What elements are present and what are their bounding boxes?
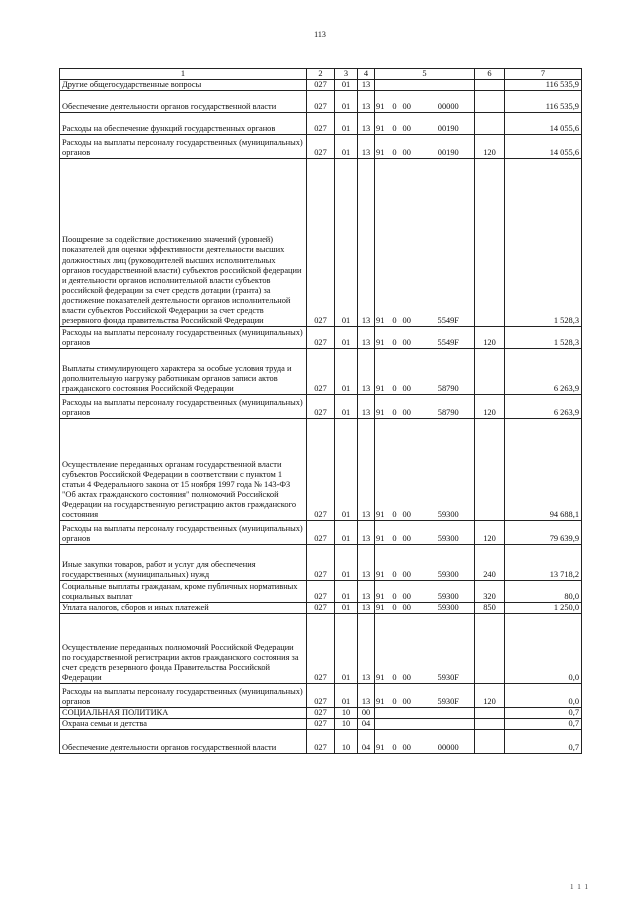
table-body	[60, 80, 582, 754]
row-program-code: 91	[375, 327, 389, 349]
row-admin-code: 027	[307, 80, 335, 91]
row-amount: 14 055,6	[505, 135, 582, 159]
header-col-3: 3	[335, 69, 358, 80]
row-admin-code: 027	[307, 545, 335, 581]
row-direction-code: 58790	[423, 395, 475, 419]
row-admin-code: 027	[307, 684, 335, 708]
row-admin-code: 027	[307, 419, 335, 521]
row-section-code: 01	[335, 603, 358, 614]
row-program-code	[375, 708, 389, 719]
row-activity-code: 00	[401, 545, 423, 581]
row-subsection-code: 13	[358, 349, 375, 395]
row-program-code: 91	[375, 614, 389, 684]
row-amount: 14 055,6	[505, 113, 582, 135]
row-name: Расходы на выплаты персоналу государственных (муниципальных) органов	[60, 327, 307, 349]
row-name: Уплата налогов, сборов и иных платежей	[60, 603, 307, 614]
row-section-code: 01	[335, 327, 358, 349]
row-activity-code: 00	[401, 684, 423, 708]
table-row	[60, 603, 582, 614]
header-col-4: 4	[358, 69, 375, 80]
row-direction-code: 5549F	[423, 159, 475, 327]
row-admin-code: 027	[307, 521, 335, 545]
row-name: Расходы на обеспечение функций государственных органов	[60, 113, 307, 135]
row-section-code: 01	[335, 545, 358, 581]
row-amount: 80,0	[505, 581, 582, 603]
row-program-code: 91	[375, 521, 389, 545]
row-amount: 116 535,9	[505, 80, 582, 91]
budget-table-container	[59, 68, 581, 754]
row-program-code: 91	[375, 419, 389, 521]
row-amount: 0,7	[505, 730, 582, 754]
row-subsection-code: 13	[358, 614, 375, 684]
row-activity-code: 00	[401, 349, 423, 395]
row-name: Расходы на выплаты персоналу государственных (муниципальных) органов	[60, 135, 307, 159]
row-subprogram-code: 0	[389, 113, 401, 135]
header-col-6: 6	[475, 69, 505, 80]
row-direction-code	[423, 80, 475, 91]
row-amount: 6 263,9	[505, 349, 582, 395]
row-amount: 6 263,9	[505, 395, 582, 419]
row-expense-type: 120	[475, 684, 505, 708]
row-subprogram-code	[389, 708, 401, 719]
row-subsection-code: 13	[358, 684, 375, 708]
row-activity-code: 00	[401, 581, 423, 603]
row-admin-code: 027	[307, 614, 335, 684]
row-expense-type	[475, 349, 505, 395]
row-activity-code: 00	[401, 614, 423, 684]
table-row	[60, 113, 582, 135]
row-activity-code: 00	[401, 327, 423, 349]
row-subsection-code: 13	[358, 603, 375, 614]
row-program-code	[375, 719, 389, 730]
row-program-code: 91	[375, 135, 389, 159]
row-expense-type: 850	[475, 603, 505, 614]
header-row	[60, 69, 582, 80]
row-activity-code: 00	[401, 113, 423, 135]
row-expense-type	[475, 113, 505, 135]
row-program-code: 91	[375, 545, 389, 581]
row-name: Социальные выплаты гражданам, кроме публичных нормативных социальных выплат	[60, 581, 307, 603]
table-row	[60, 684, 582, 708]
row-name: Обеспечение деятельности органов государственной власти	[60, 730, 307, 754]
row-activity-code: 00	[401, 730, 423, 754]
row-admin-code: 027	[307, 91, 335, 113]
row-section-code: 01	[335, 521, 358, 545]
row-section-code: 01	[335, 113, 358, 135]
header-col-5: 5	[375, 69, 475, 80]
row-subprogram-code: 0	[389, 135, 401, 159]
row-subsection-code: 13	[358, 545, 375, 581]
row-subprogram-code	[389, 719, 401, 730]
table-row	[60, 521, 582, 545]
row-name: Охрана семьи и детства	[60, 719, 307, 730]
row-direction-code: 58790	[423, 349, 475, 395]
row-subprogram-code: 0	[389, 159, 401, 327]
row-direction-code: 00000	[423, 730, 475, 754]
table-row	[60, 395, 582, 419]
row-activity-code: 00	[401, 159, 423, 327]
row-amount: 116 535,9	[505, 91, 582, 113]
row-subsection-code: 13	[358, 521, 375, 545]
header-col-7: 7	[505, 69, 582, 80]
row-program-code: 91	[375, 730, 389, 754]
row-subprogram-code: 0	[389, 545, 401, 581]
row-subsection-code: 13	[358, 581, 375, 603]
row-amount: 0,0	[505, 614, 582, 684]
row-expense-type	[475, 159, 505, 327]
table-row	[60, 349, 582, 395]
row-program-code: 91	[375, 603, 389, 614]
row-direction-code: 00190	[423, 135, 475, 159]
budget-table	[59, 68, 582, 754]
row-subprogram-code	[389, 80, 401, 91]
table-row	[60, 719, 582, 730]
row-subsection-code: 13	[358, 80, 375, 91]
row-name: Осуществление переданных органам государственной власти субъектов Российской Федерации в соответствии с пунктом 1 статьи 4 Федерального закона от 15 ноября 1997 года № 143-ФЗ "Об актах гражданского состояния" полномочий Российской Федерации на государственную регистрацию актов гражданского состояния	[60, 419, 307, 521]
row-admin-code: 027	[307, 113, 335, 135]
row-program-code: 91	[375, 395, 389, 419]
row-name: Поощрение за содействие достижению значений (уровней) показателей для оценки эффективности деятельности высших должностных лиц (руководителей высших исполнительных органов государственной власти) субъектов российской федерации и деятельности органов исполнительной власти субъектов российской федерации за счет средств дотации (гранта) за достижение показателей деятельности органов исполнительной власти субъектов Российской Федерации за счет средств резервного фонда правительства Российской Федерации	[60, 159, 307, 327]
row-subprogram-code: 0	[389, 730, 401, 754]
row-section-code: 10	[335, 708, 358, 719]
row-admin-code: 027	[307, 349, 335, 395]
row-subprogram-code: 0	[389, 419, 401, 521]
row-expense-type	[475, 719, 505, 730]
page-number: 113	[314, 30, 326, 39]
row-section-code: 10	[335, 730, 358, 754]
row-name: Расходы на выплаты персоналу государственных (муниципальных) органов	[60, 395, 307, 419]
row-subsection-code: 13	[358, 327, 375, 349]
row-admin-code: 027	[307, 327, 335, 349]
row-amount: 1 528,3	[505, 159, 582, 327]
row-direction-code: 5549F	[423, 327, 475, 349]
table-row	[60, 545, 582, 581]
row-subsection-code: 13	[358, 113, 375, 135]
row-activity-code	[401, 719, 423, 730]
row-subprogram-code: 0	[389, 521, 401, 545]
row-expense-type: 320	[475, 581, 505, 603]
row-admin-code: 027	[307, 730, 335, 754]
row-section-code: 01	[335, 395, 358, 419]
table-row	[60, 80, 582, 91]
row-amount: 79 639,9	[505, 521, 582, 545]
row-section-code: 01	[335, 581, 358, 603]
row-activity-code: 00	[401, 603, 423, 614]
row-name: Другие общегосударственные вопросы	[60, 80, 307, 91]
row-expense-type	[475, 91, 505, 113]
header-col-2: 2	[307, 69, 335, 80]
row-direction-code: 59300	[423, 603, 475, 614]
row-expense-type: 120	[475, 135, 505, 159]
row-admin-code: 027	[307, 135, 335, 159]
row-direction-code: 00190	[423, 113, 475, 135]
row-amount: 0,7	[505, 708, 582, 719]
row-name: СОЦИАЛЬНАЯ ПОЛИТИКА	[60, 708, 307, 719]
row-name: Расходы на выплаты персоналу государственных (муниципальных) органов	[60, 684, 307, 708]
row-direction-code: 00000	[423, 91, 475, 113]
row-direction-code: 5930F	[423, 684, 475, 708]
row-activity-code	[401, 708, 423, 719]
row-name: Обеспечение деятельности органов государственной власти	[60, 91, 307, 113]
row-admin-code: 027	[307, 708, 335, 719]
row-expense-type	[475, 730, 505, 754]
row-section-code: 01	[335, 91, 358, 113]
row-program-code: 91	[375, 684, 389, 708]
table-row	[60, 581, 582, 603]
row-activity-code	[401, 80, 423, 91]
row-subsection-code: 04	[358, 719, 375, 730]
row-subprogram-code: 0	[389, 349, 401, 395]
row-subsection-code: 13	[358, 91, 375, 113]
table-row	[60, 419, 582, 521]
corner-mark: 1 1 1	[570, 883, 589, 891]
row-section-code: 01	[335, 159, 358, 327]
row-program-code: 91	[375, 91, 389, 113]
row-activity-code: 00	[401, 91, 423, 113]
row-program-code: 91	[375, 349, 389, 395]
row-expense-type	[475, 708, 505, 719]
row-direction-code: 59300	[423, 545, 475, 581]
row-section-code: 01	[335, 614, 358, 684]
row-amount: 94 688,1	[505, 419, 582, 521]
row-expense-type	[475, 614, 505, 684]
row-direction-code: 59300	[423, 581, 475, 603]
row-amount: 0,7	[505, 719, 582, 730]
row-section-code: 01	[335, 419, 358, 521]
row-section-code: 01	[335, 349, 358, 395]
row-subsection-code: 13	[358, 135, 375, 159]
row-admin-code: 027	[307, 581, 335, 603]
row-activity-code: 00	[401, 135, 423, 159]
table-row	[60, 327, 582, 349]
row-direction-code: 59300	[423, 521, 475, 545]
row-activity-code: 00	[401, 521, 423, 545]
row-subprogram-code: 0	[389, 684, 401, 708]
row-subsection-code: 13	[358, 395, 375, 419]
row-section-code: 01	[335, 135, 358, 159]
row-subprogram-code: 0	[389, 581, 401, 603]
table-row	[60, 159, 582, 327]
row-subprogram-code: 0	[389, 603, 401, 614]
row-name: Выплаты стимулирующего характера за особые условия труда и дополнительную нагрузку работникам органов записи актов гражданского состояния Российской Федерации	[60, 349, 307, 395]
row-section-code: 01	[335, 684, 358, 708]
table-row	[60, 91, 582, 113]
row-name: Иные закупки товаров, работ и услуг для обеспечения государственных (муниципальных) нужд	[60, 545, 307, 581]
row-program-code	[375, 80, 389, 91]
row-expense-type: 120	[475, 521, 505, 545]
row-amount: 13 718,2	[505, 545, 582, 581]
row-name: Осуществление переданных полномочий Российской Федерации по государственной регистрации актов гражданского состояния за счет средств резервного фонда Правительства Российской Федерации	[60, 614, 307, 684]
header-col-1: 1	[60, 69, 307, 80]
row-admin-code: 027	[307, 603, 335, 614]
row-admin-code: 027	[307, 719, 335, 730]
row-expense-type	[475, 80, 505, 91]
row-name: Расходы на выплаты персоналу государственных (муниципальных) органов	[60, 521, 307, 545]
row-subprogram-code: 0	[389, 91, 401, 113]
row-activity-code: 00	[401, 419, 423, 521]
row-program-code: 91	[375, 581, 389, 603]
row-program-code: 91	[375, 159, 389, 327]
row-expense-type: 120	[475, 327, 505, 349]
row-direction-code: 59300	[423, 419, 475, 521]
row-direction-code	[423, 719, 475, 730]
row-amount: 0,0	[505, 684, 582, 708]
row-amount: 1 528,3	[505, 327, 582, 349]
row-subsection-code: 04	[358, 730, 375, 754]
row-section-code: 01	[335, 80, 358, 91]
row-admin-code: 027	[307, 159, 335, 327]
row-expense-type: 120	[475, 395, 505, 419]
row-subprogram-code: 0	[389, 614, 401, 684]
row-expense-type: 240	[475, 545, 505, 581]
row-section-code: 10	[335, 719, 358, 730]
table-row	[60, 135, 582, 159]
table-row	[60, 730, 582, 754]
row-subprogram-code: 0	[389, 327, 401, 349]
row-subsection-code: 13	[358, 159, 375, 327]
row-direction-code: 5930F	[423, 614, 475, 684]
row-amount: 1 250,0	[505, 603, 582, 614]
row-direction-code	[423, 708, 475, 719]
table-row	[60, 614, 582, 684]
row-admin-code: 027	[307, 395, 335, 419]
row-subprogram-code: 0	[389, 395, 401, 419]
row-activity-code: 00	[401, 395, 423, 419]
table-row	[60, 708, 582, 719]
row-expense-type	[475, 419, 505, 521]
row-program-code: 91	[375, 113, 389, 135]
row-subsection-code: 00	[358, 708, 375, 719]
row-subsection-code: 13	[358, 419, 375, 521]
